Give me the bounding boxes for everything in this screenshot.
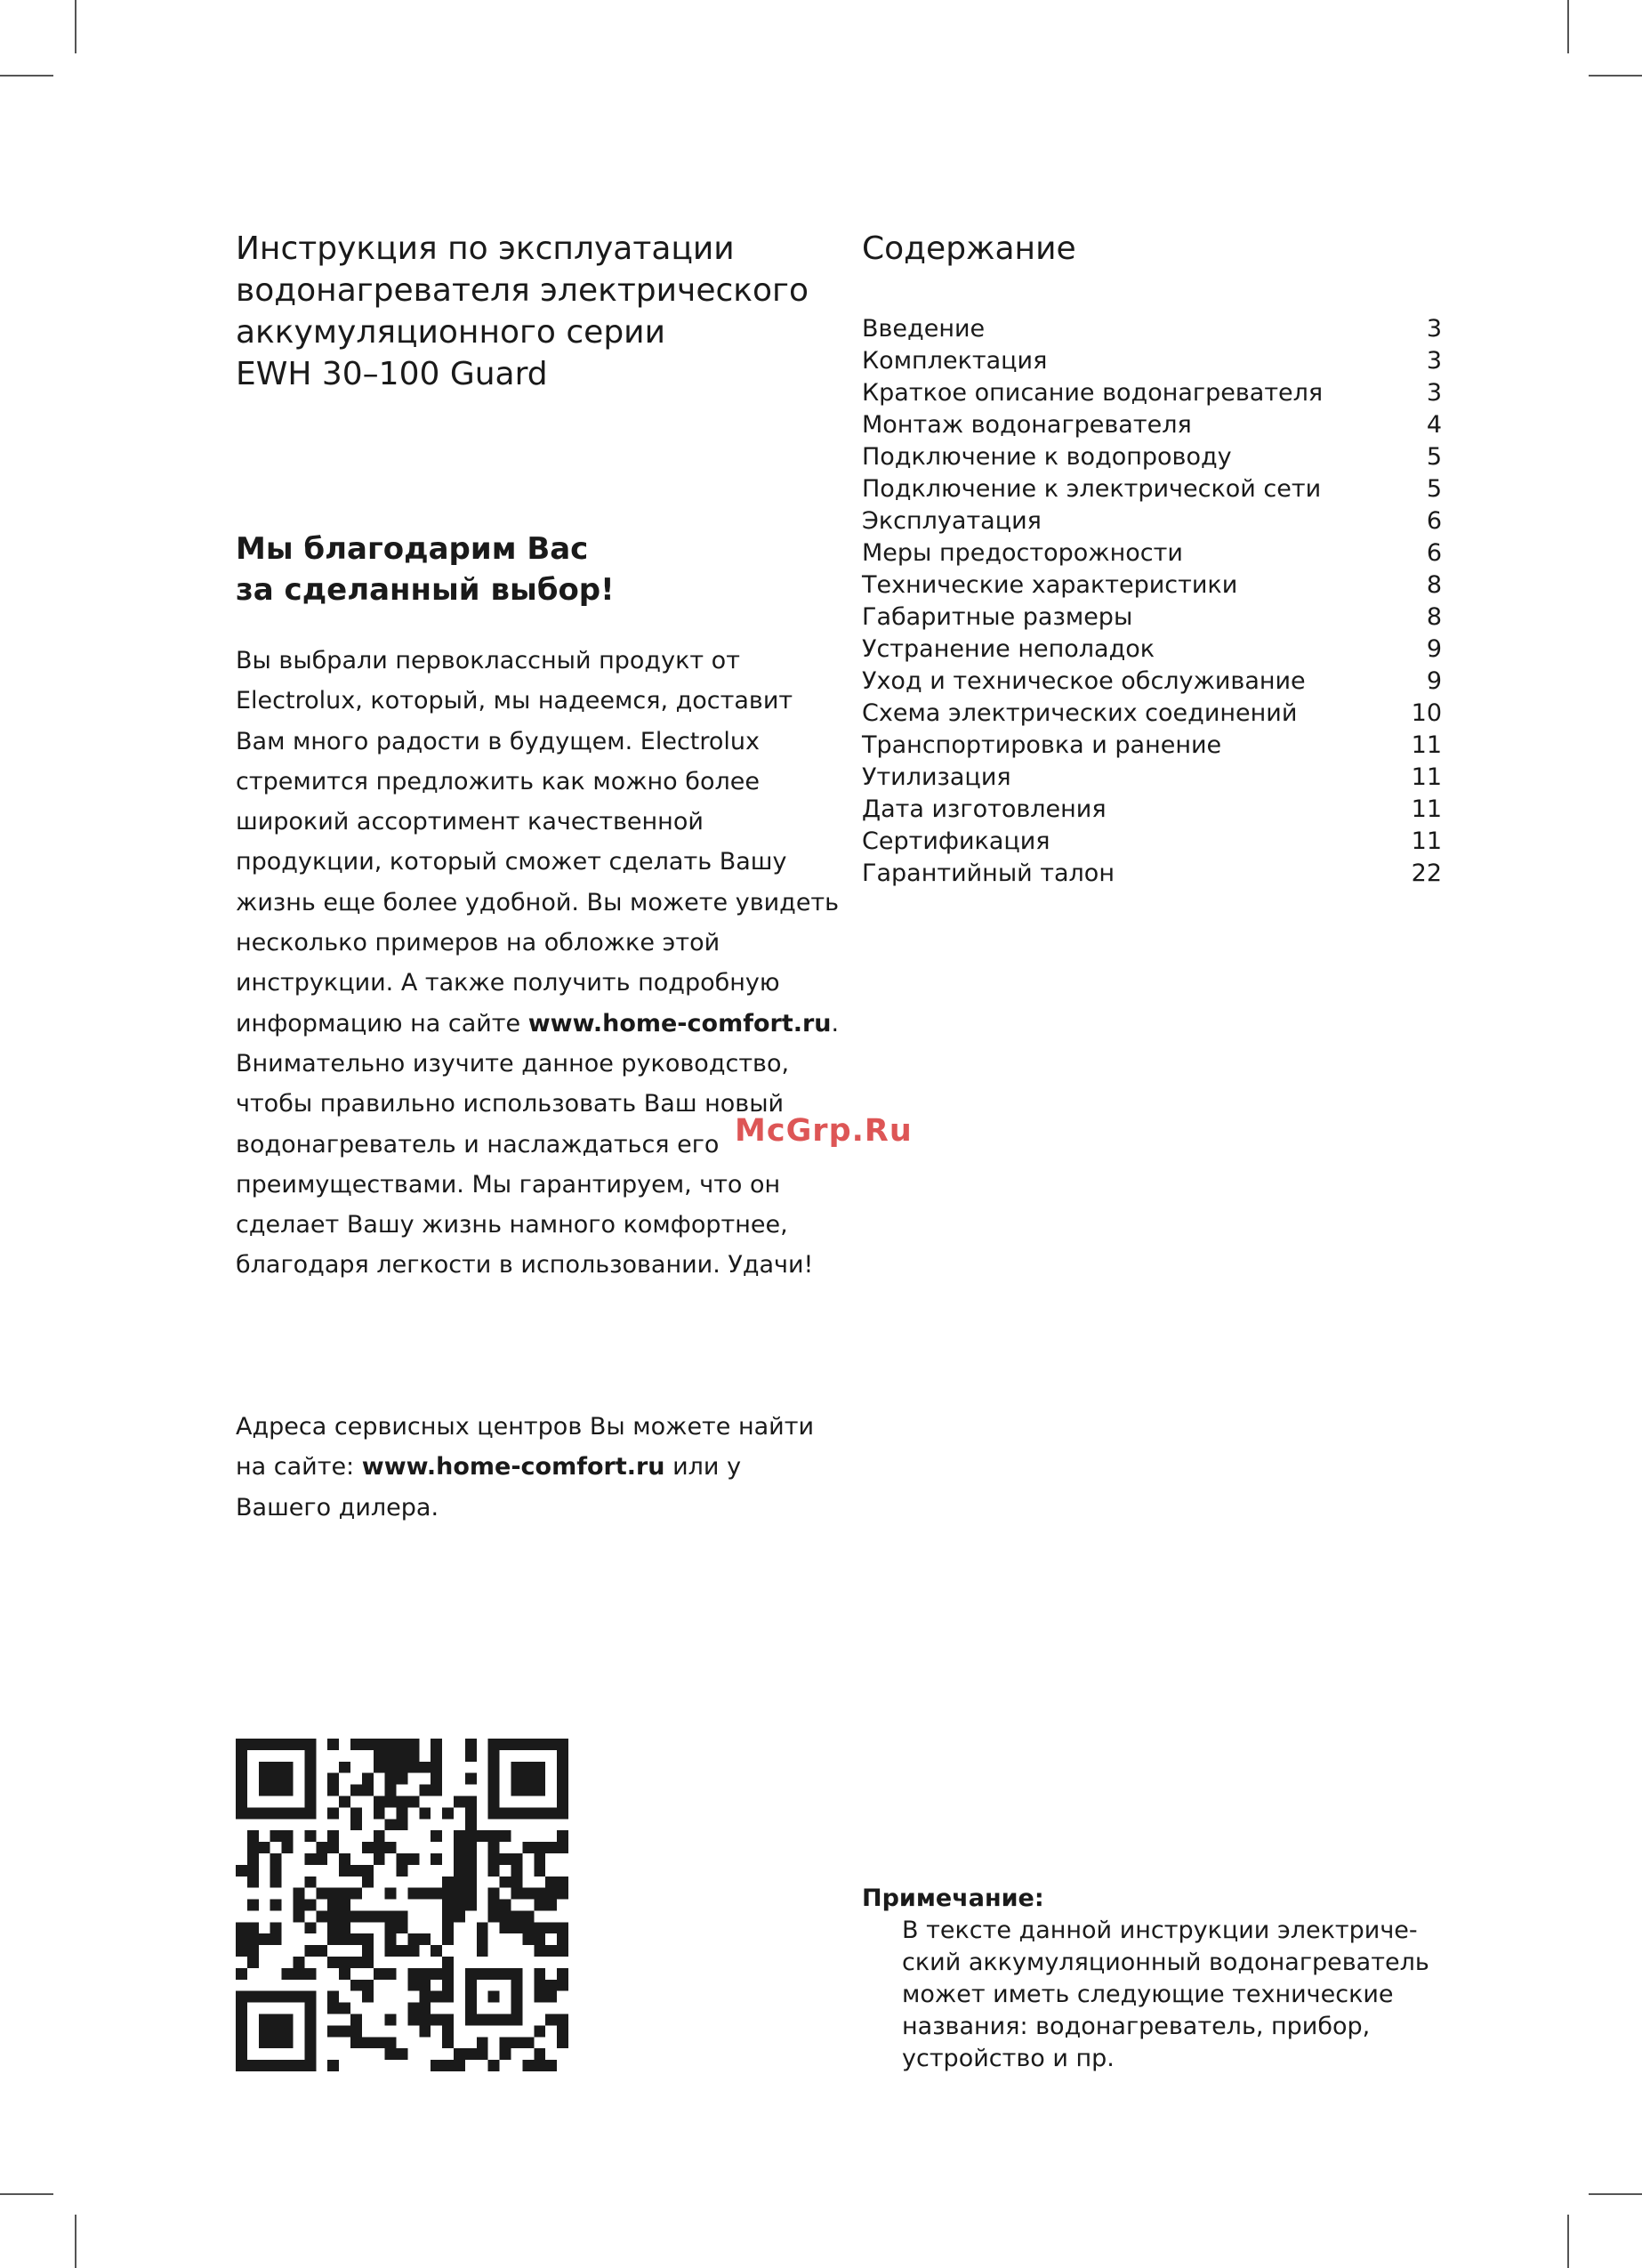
toc-item-page: 5 bbox=[1426, 443, 1442, 471]
toc-item[interactable] bbox=[862, 634, 1442, 666]
note-line: может иметь следующие технические bbox=[902, 1981, 1394, 2008]
toc-item-label: Меры предосторожности bbox=[862, 539, 1183, 567]
toc-item-page: 8 bbox=[1426, 571, 1442, 599]
toc-item[interactable] bbox=[862, 441, 1442, 473]
toc-item-label: Монтаж водонагревателя bbox=[862, 411, 1192, 439]
thanks-line: за сделанный выбор! bbox=[236, 572, 615, 608]
toc-item[interactable] bbox=[862, 473, 1442, 505]
document-title bbox=[236, 228, 858, 395]
service-text: или у Вашего дилера. bbox=[236, 1453, 742, 1521]
toc-item-label: Утилизация bbox=[862, 763, 1011, 791]
note-line: ский аккумуляционный водонагреватель bbox=[902, 1949, 1429, 1976]
toc-item-label: Транспортировка и ранение bbox=[862, 731, 1222, 759]
toc-item[interactable] bbox=[862, 730, 1442, 762]
watermark: McGrp.Ru bbox=[735, 1113, 913, 1149]
toc-item-label: Эксплуатация bbox=[862, 507, 1042, 535]
toc-item[interactable] bbox=[862, 698, 1442, 730]
website-link[interactable]: www.home-comfort.ru bbox=[361, 1453, 665, 1481]
toc-item-label: Подключение к водопроводу bbox=[862, 443, 1232, 471]
toc-item-page: 11 bbox=[1411, 763, 1442, 791]
toc-item-label: Устранение неполадок bbox=[862, 635, 1155, 663]
thanks-line: Мы благодарим Вас bbox=[236, 531, 589, 567]
toc-item-label: Введение bbox=[862, 315, 986, 343]
service-paragraph bbox=[236, 1407, 841, 1528]
toc-item-label: Гарантийный талон bbox=[862, 860, 1115, 887]
thanks-heading bbox=[236, 529, 858, 610]
intro-text: Вы выбрали первоклассный продукт от Electrolux, который, мы надеемся, доставит Вам много радости в будущем. Electrolux стремится предложить как можно более широкий ассортимент качественной продукции, который сможет сделать Вашу жизнь еще более удобной. Вы можете увидеть несколько примеров на обложке этой инструкции. А также получить подробную информацию на сайте bbox=[236, 647, 840, 1037]
toc-item-label: Технические характеристики bbox=[862, 571, 1238, 599]
toc-item[interactable] bbox=[862, 826, 1442, 858]
note-line: названия: водонагреватель, прибор, bbox=[902, 2013, 1371, 2040]
toc-item-label: Комплектация bbox=[862, 347, 1048, 375]
title-line: аккумуляционного серии bbox=[236, 314, 665, 351]
service-text: Адреса сервисных центров Вы можете найти на сайте: bbox=[236, 1413, 815, 1481]
note-line: В тексте данной инструкции электриче- bbox=[902, 1917, 1418, 1944]
toc-item-page: 11 bbox=[1411, 731, 1442, 759]
toc-item-page: 8 bbox=[1426, 603, 1442, 631]
toc-item-label: Габаритные размеры bbox=[862, 603, 1133, 631]
note-line: устройство и пр. bbox=[902, 2045, 1115, 2072]
title-line: Инструкция по эксплуатации bbox=[236, 230, 735, 267]
toc-item-label: Уход и техническое обслуживание bbox=[862, 667, 1306, 695]
crop-mark bbox=[0, 75, 53, 77]
toc-item-page: 6 bbox=[1426, 507, 1442, 535]
note-text bbox=[902, 1915, 1436, 2075]
toc-item-page: 5 bbox=[1426, 475, 1442, 503]
crop-mark bbox=[75, 2215, 76, 2268]
intro-text: . Внимательно изучите данное руководство, чтобы правильно использовать Ваш новый водонагреватель и наслаждаться его преимуществами. Мы гарантируем, что он сделает Вашу жизнь намного комфортнее, благодаря легкости в использовании. Удачи! bbox=[236, 1009, 840, 1279]
toc-item[interactable] bbox=[862, 858, 1442, 890]
note-label: Примечание: bbox=[862, 1885, 1044, 1912]
crop-mark bbox=[75, 0, 76, 53]
toc-item-page: 10 bbox=[1411, 699, 1442, 727]
toc-item-page: 9 bbox=[1426, 667, 1442, 695]
toc-item-label: Подключение к электрической сети bbox=[862, 475, 1322, 503]
toc-item[interactable] bbox=[862, 377, 1442, 409]
website-link[interactable]: www.home-comfort.ru bbox=[527, 1009, 832, 1037]
toc-item[interactable] bbox=[862, 569, 1442, 601]
toc-item[interactable] bbox=[862, 601, 1442, 634]
table-of-contents bbox=[862, 313, 1442, 890]
crop-mark bbox=[0, 2193, 53, 2195]
toc-item-label: Краткое описание водонагревателя bbox=[862, 379, 1324, 407]
toc-item-page: 22 bbox=[1411, 860, 1442, 887]
toc-item-label: Сертификация bbox=[862, 827, 1050, 855]
toc-item[interactable] bbox=[862, 762, 1442, 794]
crop-mark bbox=[1589, 75, 1642, 77]
toc-heading: Содержание bbox=[862, 230, 1076, 267]
toc-item-page: 6 bbox=[1426, 539, 1442, 567]
toc-item[interactable] bbox=[862, 505, 1442, 537]
toc-item-page: 3 bbox=[1426, 379, 1442, 407]
toc-item[interactable] bbox=[862, 666, 1442, 698]
toc-item-page: 3 bbox=[1426, 347, 1442, 375]
crop-mark bbox=[1567, 0, 1569, 53]
crop-mark bbox=[1567, 2215, 1569, 2268]
toc-item[interactable] bbox=[862, 313, 1442, 345]
toc-item-page: 4 bbox=[1426, 411, 1442, 439]
toc-item-page: 11 bbox=[1411, 795, 1442, 823]
toc-item-page: 3 bbox=[1426, 315, 1442, 343]
toc-item-label: Дата изготовления bbox=[862, 795, 1107, 823]
title-line: EWH 30–100 Guard bbox=[236, 356, 548, 392]
toc-item[interactable] bbox=[862, 409, 1442, 441]
toc-item[interactable] bbox=[862, 345, 1442, 377]
crop-mark bbox=[1589, 2193, 1642, 2195]
toc-item[interactable] bbox=[862, 794, 1442, 826]
intro-paragraph bbox=[236, 641, 841, 1286]
toc-item-page: 9 bbox=[1426, 635, 1442, 663]
title-line: водонагревателя электрического bbox=[236, 272, 809, 309]
toc-item-label: Схема электрических соединений bbox=[862, 699, 1298, 727]
toc-item-page: 11 bbox=[1411, 827, 1442, 855]
qr-code-icon bbox=[236, 1739, 568, 2071]
toc-item[interactable] bbox=[862, 537, 1442, 569]
